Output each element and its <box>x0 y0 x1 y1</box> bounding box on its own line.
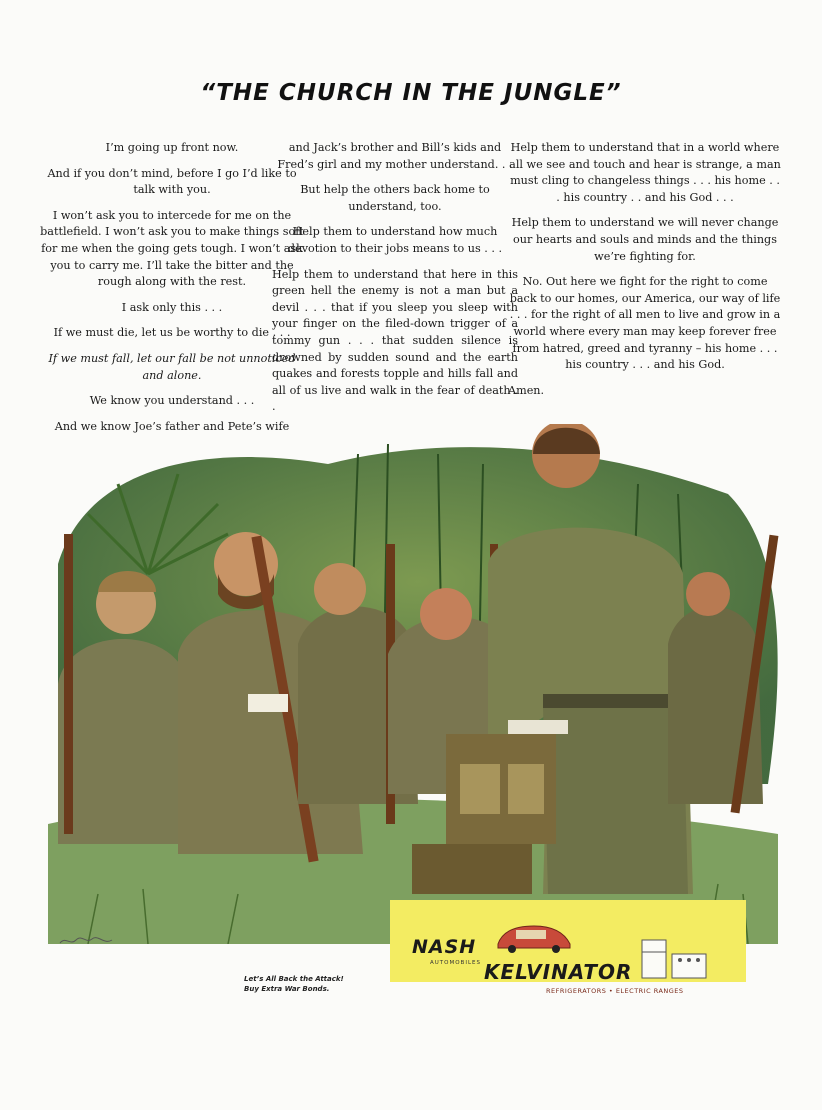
paragraph: If we must die, let us be worthy to die . . . <box>53 326 291 340</box>
paragraph: I’m going up front now. <box>105 141 239 154</box>
paragraph: Help them to understand we will never change our hearts and souls and minds and the things we’re fighting for. <box>511 216 779 263</box>
nash-brand: NASH <box>412 936 477 958</box>
kelvinator-brand: KELVINATOR <box>484 960 633 984</box>
paragraph: No. Out here we fight for the right to come back to our homes, our America, our way of life . . . for the right of all men to live and grow in a world where every man may keep forever free from hatred, greed and tyranny – his home . . . his country . . . and his God. <box>509 275 781 372</box>
text-column-3 <box>508 140 782 408</box>
paragraph: and Jack’s brother and Bill’s kids and Fred’s girl and my mother understand. . . <box>277 141 513 171</box>
paragraph: I ask only this . . . <box>121 300 223 314</box>
paragraph-italic: If we must fall, let our fall be not unnoticed and alone. <box>48 351 296 382</box>
car-icon <box>494 918 574 954</box>
nash-subtitle: AUTOMOBILES <box>430 960 481 966</box>
paragraph: We know you understand . . . <box>89 394 255 408</box>
artist-signature-icon <box>58 934 114 948</box>
paragraph: Help them to understand that in a world where all we see and touch and hear is strange, a man must cling to changeless things . . . his home . . . his country . . and his God . . . <box>509 141 781 204</box>
text-column-1 <box>38 140 306 444</box>
soldiers-praying-illustration <box>28 424 794 944</box>
appliances-icon <box>640 938 710 980</box>
war-bonds-line-2: Buy Extra War Bonds. <box>244 985 330 993</box>
nash-kelvinator-logo <box>390 900 746 982</box>
kelvinator-subtitle: REFRIGERATORS • ELECTRIC RANGES <box>546 987 684 995</box>
war-bonds-note <box>244 974 394 994</box>
text-column-2 <box>272 140 518 425</box>
war-bonds-line-1: Let’s All Back the Attack! <box>244 975 344 983</box>
paragraph: I won’t ask you to intercede for me on the battlefield. I won’t ask you to make things soft for me when the going gets tough. I won’t ask you to carry me. I’ll take the bitter and the rough along with the rest. <box>40 208 304 289</box>
paragraph: And if you don’t mind, before I go I’d like to talk with you. <box>47 166 297 197</box>
paragraph: And we know Joe’s father and Pete’s wife <box>54 419 290 433</box>
paragraph: Help them to understand how much devotion to their jobs means to us . . . <box>287 225 503 255</box>
paragraph: Help them to understand that here in this green hell the enemy is not a man but a devil . . . that if you sleep you sleep with your finger on the filed-down trigger of a tommy gun . . . that sudden silence is drowned by sudden sound and the earth quakes and forests topple and hills fall and all of us live and walk in the fear of death . . <box>272 267 518 414</box>
page-title: “THE CHURCH IN THE JUNGLE” <box>200 80 622 106</box>
paragraph: Amen. <box>508 383 545 397</box>
paragraph: But help the others back home to understand, too. <box>300 183 490 213</box>
